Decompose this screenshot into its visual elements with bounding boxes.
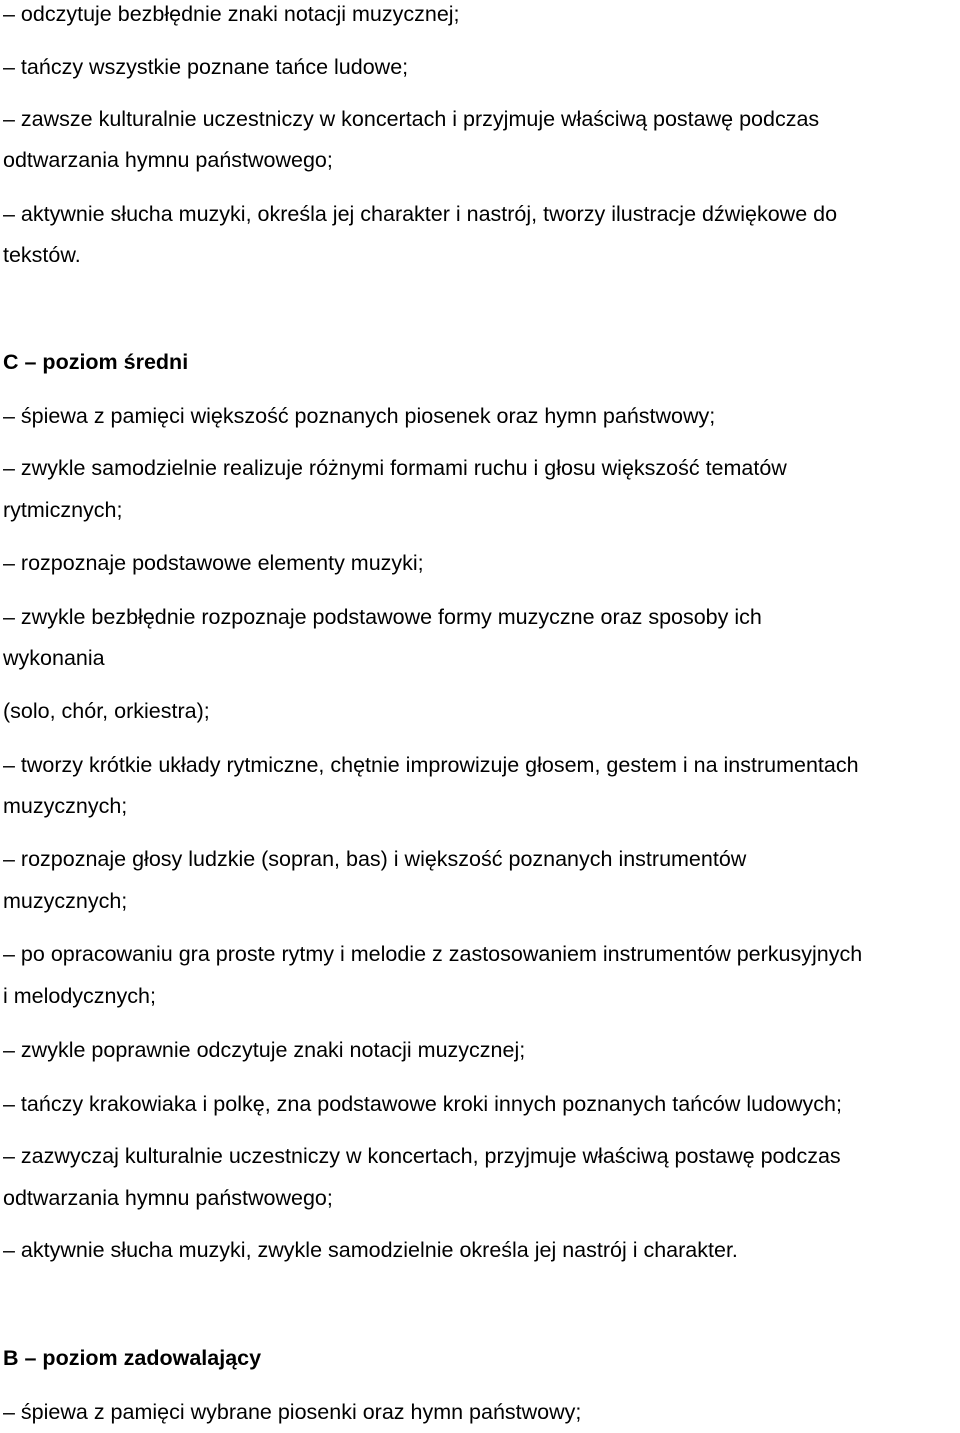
text-line: – po opracowaniu gra proste rytmy i melodie z zastosowaniem instrumentów perkusyjnych xyxy=(3,942,863,966)
text-line: (solo, chór, orkiestra); xyxy=(3,699,210,723)
text-line: tekstów. xyxy=(3,243,81,267)
text-line: – zazwyczaj kulturalnie uczestniczy w koncertach, przyjmuje właściwą postawę podczas xyxy=(3,1144,841,1168)
text-line: wykonania xyxy=(3,646,105,670)
section-heading-b: B – poziom zadowalający xyxy=(3,1346,262,1370)
text-line: – zwykle bezbłędnie rozpoznaje podstawowe formy muzyczne oraz sposoby ich xyxy=(3,605,762,629)
text-line: – śpiewa z pamięci wybrane piosenki oraz hymn państwowy; xyxy=(3,1400,582,1424)
text-line: odtwarzania hymnu państwowego; xyxy=(3,1186,333,1210)
text-line: odtwarzania hymnu państwowego; xyxy=(3,148,333,172)
text-line: – tańczy wszystkie poznane tańce ludowe; xyxy=(3,55,409,79)
text-line: – zwykle samodzielnie realizuje różnymi formami ruchu i głosu większość tematów xyxy=(3,456,787,480)
text-line: – rozpoznaje głosy ludzkie (sopran, bas) i większość poznanych instrumentów xyxy=(3,847,747,871)
text-line: – aktywnie słucha muzyki, określa jej charakter i nastrój, tworzy ilustracje dźwiękowe do xyxy=(3,202,838,226)
section-heading-c: C – poziom średni xyxy=(3,350,189,374)
text-line: – zwykle poprawnie odczytuje znaki notacji muzycznej; xyxy=(3,1038,526,1062)
text-line: i melodycznych; xyxy=(3,984,156,1008)
text-line: – tworzy krótkie układy rytmiczne, chętnie improwizuje głosem, gestem i na instrumentach xyxy=(3,753,859,777)
text-line: – śpiewa z pamięci większość poznanych piosenek oraz hymn państwowy; xyxy=(3,404,716,428)
text-line: – aktywnie słucha muzyki, zwykle samodzielnie określa jej nastrój i charakter. xyxy=(3,1238,738,1262)
text-line: muzycznych; xyxy=(3,889,128,913)
text-line: – rozpoznaje podstawowe elementy muzyki; xyxy=(3,551,424,575)
text-line: rytmicznych; xyxy=(3,498,123,522)
text-line: – tańczy krakowiaka i polkę, zna podstawowe kroki innych poznanych tańców ludowych; xyxy=(3,1092,842,1116)
text-line: muzycznych; xyxy=(3,794,128,818)
text-line: – odczytuje bezbłędnie znaki notacji muzycznej; xyxy=(3,2,460,26)
text-line: – zawsze kulturalnie uczestniczy w koncertach i przyjmuje właściwą postawę podczas xyxy=(3,107,820,131)
